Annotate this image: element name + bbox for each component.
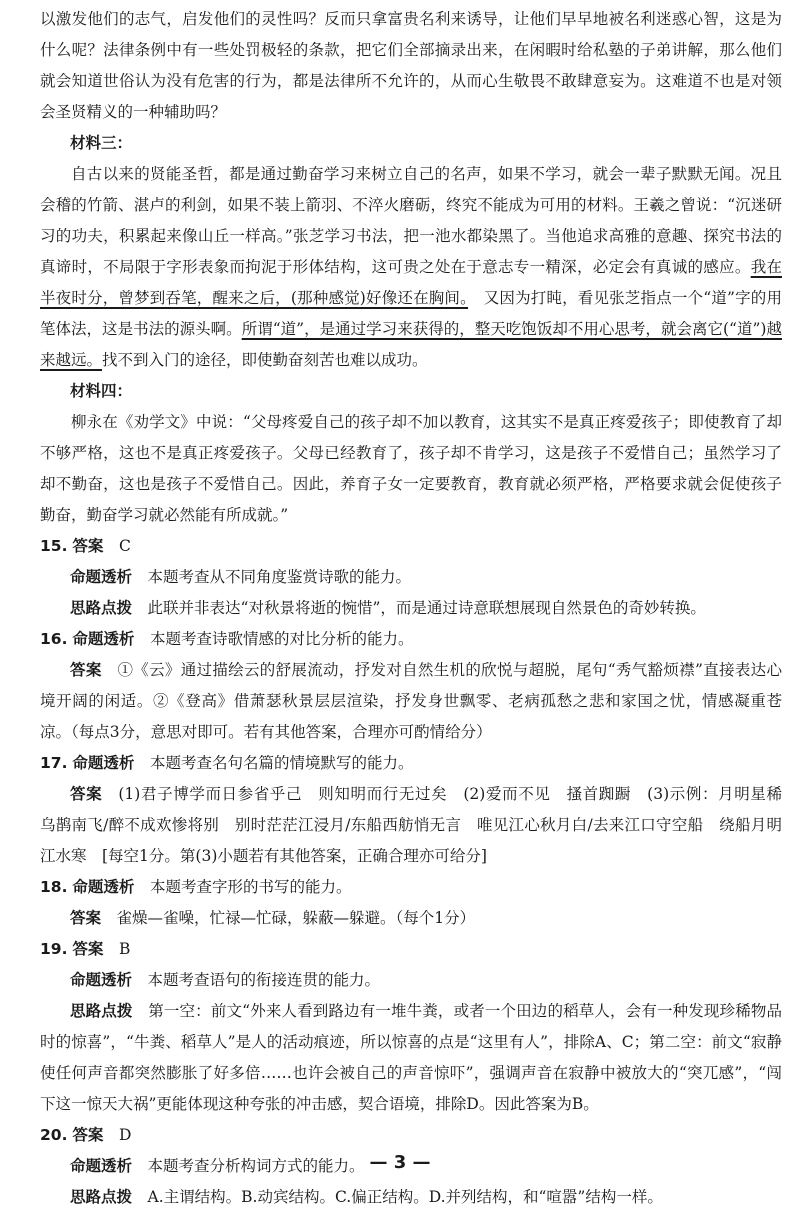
q19-hint: 第一空：前文“外来人看到路边有一堆牛粪，或者一个田边的稻草人，会有一种发现珍稀物品时的惊喜”，“牛粪、稻草人”是人的活动痕迹，所以惊喜的点是“这里有人”，排除A、C；第二空：前文“寂静使任何声音都突然膨胀了好多倍……也许会被自己的声音惊吓”，强调声音在寂静中被放大的“突兀感”，“闯下这一惊天大祸”更能体现这种夸张的冲击感，契合语境，排除D。因此答案为B。	[40, 1002, 782, 1113]
q15-analysis: 本题考查从不同角度鉴赏诗歌的能力。	[147, 568, 412, 586]
q18-number: 18.	[40, 878, 68, 896]
q16-answer-label: 答案	[70, 661, 102, 679]
q16-analysis: 本题考查诗歌情感的对比分析的能力。	[149, 630, 414, 648]
q15-answer: C	[118, 537, 131, 555]
q18-answer: 雀燥—雀噪，忙禄—忙碌，躲蔽—躲避。（每个1分）	[116, 909, 476, 927]
q19-answer-label: 答案	[72, 940, 104, 958]
q15-answer-label: 答案	[72, 537, 104, 555]
q17-number: 17.	[40, 754, 68, 772]
q18-analysis-label: 命题透析	[72, 878, 135, 896]
material-three-underlined-1: 我在半夜时分，曾梦到吞笔，醒来之后，(那种感觉)好像还在胸间。	[40, 258, 782, 307]
q15-analysis-line	[40, 562, 782, 593]
q16-answer-line	[40, 655, 782, 748]
q19-answer: B	[118, 940, 131, 958]
q20-analysis: 本题考查分析构词方式的能力。	[147, 1157, 365, 1175]
q18-answer-line	[40, 903, 782, 934]
q20-hint: A.主谓结构。B.动宾结构。C.偏正结构。D.并列结构，和“喧嚣”结构一样。	[147, 1188, 663, 1206]
material-four-text: 柳永在《劝学文》中说：“父母疼爱自己的孩子却不加以教育，这其实不是真正疼爱孩子；即使教育了却不够严格，这也不是真正疼爱孩子。父母已经教育了，孩子却不肯学习，这是孩子不爱惜自己；虽然学习了却不勤奋，这也是孩子不爱惜自己。因此，养育子女一定要教育，教育就必须严格，严格要求就会促使孩子勤奋，勤奋学习就必然能有所成就。”	[40, 413, 782, 524]
q18-answer-label: 答案	[70, 909, 102, 927]
q17-answer: (1)君子博学而日参省乎己 则知明而行无过矣 (2)爱而不见 搔首踟蹰 (3)示例：月明星稀 乌鹊南飞/醉不成欢惨将别 别时茫茫江浸月/东船西舫悄无言 唯见江心秋月白/去来江口守空船 绕船月明江水寒 [每空1分。第(3)小题若有其他答案，正确合理亦可给分]	[40, 785, 798, 865]
q17-analysis: 本题考查名句名篇的情境默写的能力。	[149, 754, 414, 772]
q19-hint-label: 思路点拨	[70, 1002, 133, 1020]
q15-number: 15.	[40, 537, 68, 555]
q16-analysis-label: 命题透析	[72, 630, 135, 648]
q18-analysis-line	[40, 872, 782, 903]
q19-analysis: 本题考查语句的衔接连贯的能力。	[147, 971, 381, 989]
q17-analysis-label: 命题透析	[72, 754, 135, 772]
q16-analysis-line	[40, 624, 782, 655]
page-number: — 3 —	[369, 1152, 431, 1173]
q20-answer-label: 答案	[72, 1126, 104, 1144]
q20-hint-label: 思路点拨	[70, 1188, 133, 1206]
material-three-part-c: 找不到入门的途径，即使勤奋刻苦也难以成功。	[102, 351, 428, 369]
q15-analysis-label: 命题透析	[70, 568, 133, 586]
passage-continuation: 以激发他们的志气，启发他们的灵性吗？反而只拿富贵名利来诱导，让他们早早地被名利迷惑心智，这是为什么呢？法律条例中有一些处罚极轻的条款，把它们全部摘录出来，在闲暇时给私塾的子弟讲解，那么他们就会知道世俗认为没有危害的行为，都是法律所不允许的，从而心生敬畏不敢肆意妄为。这难道不也是对领会圣贤精义的一种辅助吗？	[40, 10, 782, 121]
q16-answer: ①《云》通过描绘云的舒展流动，抒发对自然生机的欣悦与超脱，尾句“秀气豁烦襟”直接表达心境开阔的闲适。②《登高》借萧瑟秋景层层渲染，抒发身世飘零、老病孤愁之悲和家国之忧，情感凝重苍凉。（每点3分，意思对即可。若有其他答案，合理亦可酌情给分）	[40, 661, 782, 741]
q16-number: 16.	[40, 630, 68, 648]
q20-answer-line	[40, 1120, 782, 1151]
material-three-part-b: 又因为打盹，看见张芝指点一个“道”字的用笔体法，这是书法的源头啊。	[40, 289, 782, 338]
q17-answer-label: 答案	[70, 785, 103, 803]
q20-analysis-label: 命题透析	[70, 1157, 133, 1175]
q19-analysis-label: 命题透析	[70, 971, 133, 989]
q19-number: 19.	[40, 940, 68, 958]
q19-analysis-line	[40, 965, 782, 996]
q15-hint-label: 思路点拨	[70, 599, 133, 617]
q15-answer-line	[40, 531, 782, 562]
q20-number: 20.	[40, 1126, 68, 1144]
material-three-underlined-2: 所谓“道”，是通过学习来获得的，整天吃饱饭却不用心思考，就会离它(“道”)越来越远。	[40, 320, 782, 369]
q17-answer-line	[40, 779, 798, 872]
q19-answer-line	[40, 934, 782, 965]
material-three-title: 材料三：	[70, 134, 133, 152]
material-three-part-a: 自古以来的贤能圣哲，都是通过勤奋学习来树立自己的名声，如果不学习，就会一辈子默默无闻。况且会稽的竹箭、湛卢的利剑，如果不装上箭羽、不淬火磨砺，终究不能成为可用的材料。王羲之曾说：“沉迷研习的功夫，积累起来像山丘一样高。”张芝学习书法，把一池水都染黑了。当他追求高雅的意趣、探究书法的真谛时，不局限于字形表象而拘泥于形体结构，这可贵之处在于意志专一精深，必定会有真诚的感应。	[40, 165, 782, 276]
q15-hint-line	[40, 593, 782, 624]
document-page	[40, 4, 798, 1213]
q19-hint-line	[40, 996, 782, 1120]
q17-analysis-line	[40, 748, 782, 779]
q20-answer: D	[118, 1126, 132, 1144]
material-four-title: 材料四：	[70, 382, 133, 400]
material-three-text	[40, 159, 782, 376]
q20-hint-line	[40, 1182, 782, 1213]
q15-hint: 此联并非表达“对秋景将逝的惋惜”，而是通过诗意联想展现自然景色的奇妙转换。	[147, 599, 706, 617]
q18-analysis: 本题考查字形的书写的能力。	[149, 878, 352, 896]
